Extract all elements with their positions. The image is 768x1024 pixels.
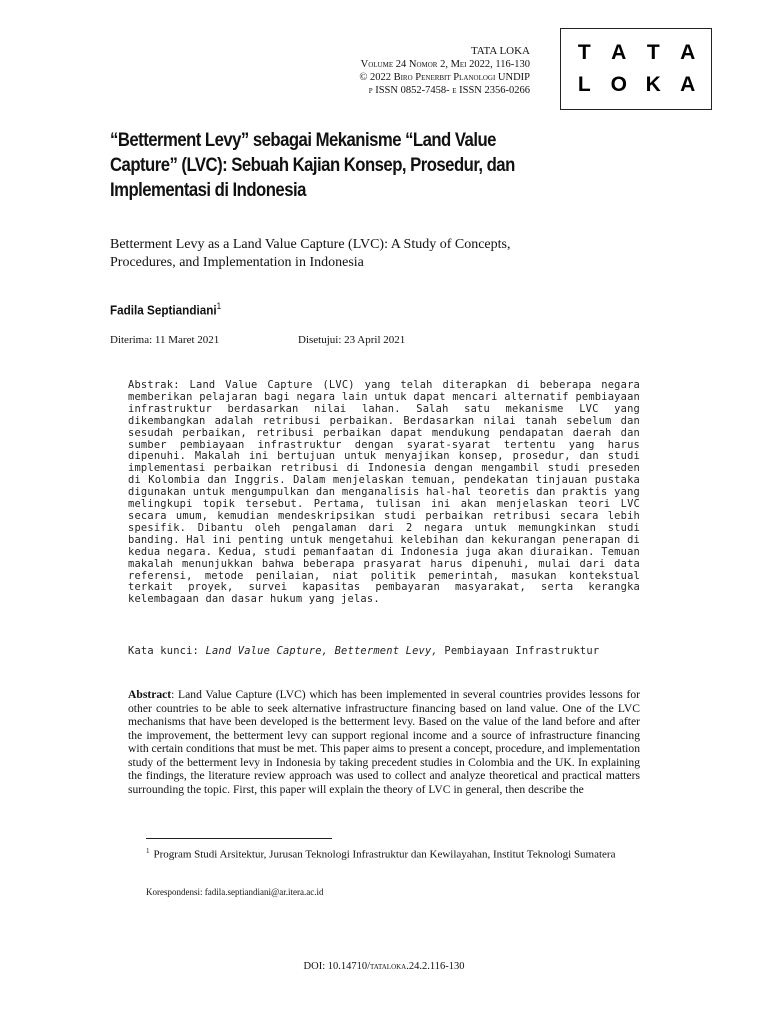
author-text: Fadila Septiandiani	[110, 302, 217, 318]
journal-logo	[560, 28, 712, 110]
accepted-date: Disetujui: 23 April 2021	[298, 334, 406, 346]
doi[interactable]: DOI: 10.14710/tataloka.24.2.116-130	[303, 961, 465, 972]
logo-letter: A	[680, 73, 696, 96]
copyright-line: © 2022 Biro Penerbit Planologi UNDIP	[359, 72, 530, 83]
received-date: Diterima: 11 Maret 2021	[110, 334, 220, 346]
journal-name: TATA LOKA	[470, 45, 530, 57]
footnote-text: Program Studi Arsitektur, Jurusan Teknologi Infrastruktur dan Kewilayahan, Institut Teknologi Sumatera	[153, 848, 616, 861]
author-name	[110, 301, 221, 317]
abstract-text: : Land Value Capture (LVC) which has been implemented in several countries provides lessons for other countries to be able to seek alternative infrastructure financing based on land value. One of the LVC mechanisms that have been developed is the betterment levy. Based on the value of the land before and after the improvement, the betterment levy can support regional income and a source of infrastructure financing with certain conditions that must be met. This paper aims to present a concept, procedure, and implementation study of the betterment levy in Indonesia by taking precedent studies in Colombia and the UK. In explaining the findings, the literature review approach was used to collect and analyze theoretical and practical matters surrounding the topic. First, this paper will explain the theory of LVC in general, then describe the	[128, 688, 640, 796]
keywords-italic: Land Value Capture, Betterment Levy,	[205, 645, 438, 657]
footnote-affiliation	[146, 845, 670, 862]
issn-line: p ISSN 0852-7458- e ISSN 2356-0266	[368, 85, 530, 96]
logo-letter: T	[577, 41, 591, 64]
abstrak-indonesian: Abstrak: Land Value Capture (LVC) yang telah diterapkan di beberapa negara memberikan pelajaran bagi negara lain untuk dapat mencari alternatif pembiayaan infrastruktur berdasarkan nilai lahan. Salah satu mekanisme LVC yang dikembangkan adalah retribusi perbaikan. Berdasarkan nilai tanah sebelum dan sesudah perbaikan, retribusi perbaikan dapat mendukung pendapatan daerah dan sumber pembiayaan infrastruktur dengan syarat-syarat tertentu yang harus dipenuhi. Makalah ini bertujuan untuk menyajikan konsep, prosedur, dan studi implementasi perbaikan retribusi di Indonesia dengan mengambil studi preseden di Kolombia dan Inggris. Dalam menjelaskan temuan, pendekatan tinjauan pustaka digunakan untuk mengumpulkan dan menganalisis hal-hal teoretis dan praktis yang melingkupi topik tersebut. Pertama, tulisan ini akan menjelaskan teori LVC secara umum, kemudian mendeskripsikan studi perbaikan retribusi secara lebih spesifik. Dibantu oleh pengalaman dari 2 negara untuk memungkinkan studi banding. Hal ini penting untuk mengetahui kelebihan dan kekurangan penerapan di kedua negara. Kedua, studi pemanfaatan di Indonesia juga akan diuraikan. Temuan makalah menunjukkan bahwa beberapa prasyarat harus dipenuhi, mulai dari data referensi, metode penilaian, niat politik pemerintah, masukan kontekstual terkait proyek, survei kapasitas pembayaran masyarakat, serta kerangka kelembagaan dan dasar hukum yang jelas.	[128, 379, 640, 606]
article-subtitle: Betterment Levy as a Land Value Capture (LVC): A Study of Concepts, Procedures, and Implementation in Indonesia	[110, 237, 511, 270]
correspondence-email: Korespondensi: fadila.septiandiani@ar.itera.ac.id	[146, 887, 324, 897]
logo-letter: O	[610, 73, 627, 96]
footnote-marker: 1	[146, 847, 150, 855]
keywords-rest: Pembiayaan Infrastruktur	[444, 645, 600, 657]
logo-letter: K	[645, 73, 661, 96]
logo-letter: T	[646, 41, 660, 64]
keywords	[128, 645, 640, 657]
author-affiliation-marker: 1	[216, 301, 222, 311]
abstract-label: Abstract	[128, 688, 172, 701]
abstract-english	[128, 688, 640, 796]
keywords-label: Kata kunci:	[128, 645, 200, 657]
logo-letter: L	[577, 73, 591, 96]
logo-letter: A	[611, 41, 627, 64]
volume-line: Volume 24 Nomor 2, Mei 2022, 116-130	[360, 59, 530, 70]
article-title: “Betterment Levy” sebagai Mekanisme “Land Value Capture” (LVC): Sebuah Kajian Konsep, Prosedur, dan Implementasi di Indonesia	[110, 130, 515, 201]
footnote-divider	[146, 838, 332, 839]
logo-letter: A	[680, 41, 696, 64]
journal-info	[210, 45, 530, 97]
